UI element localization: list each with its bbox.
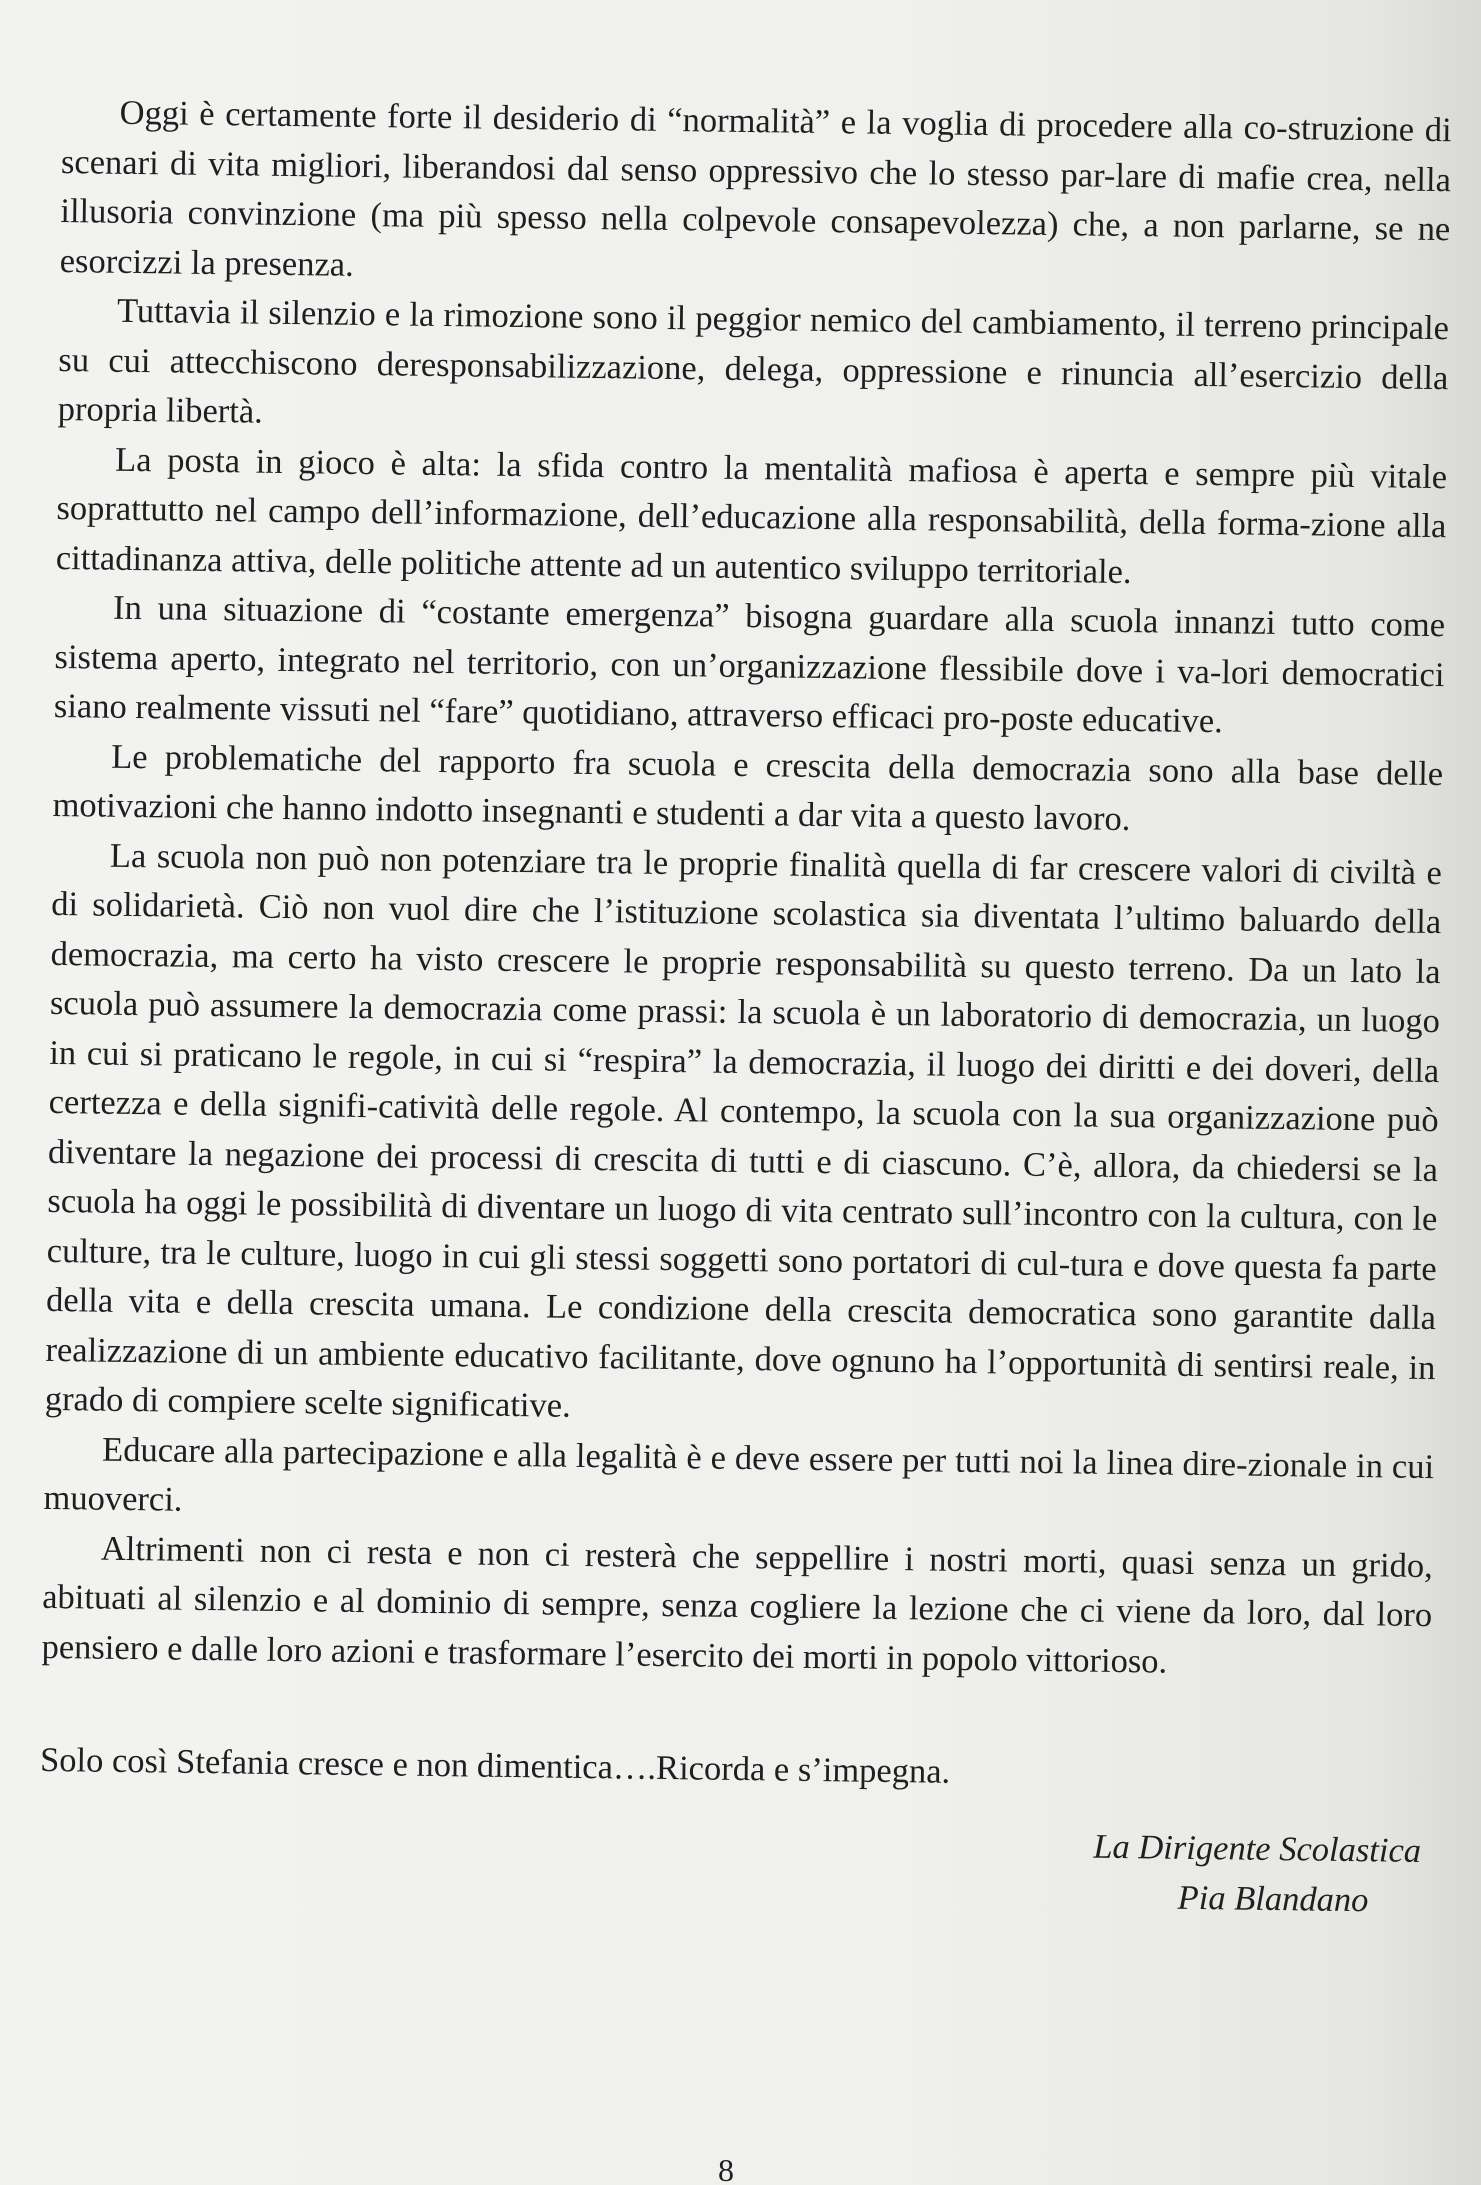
paragraph-8: Altrimenti non ci resta e non ci resterà che seppellire i nostri morti, quasi senza un grido, abituati al silenzio e al dominio di sempre, senza cogliere la lezione che ci viene da loro, dal loro pensiero e dalle loro azioni e trasformare l’esercito dei morti in popolo vittorioso. [41, 1529, 1434, 1681]
closing-line: Solo così Stefania cresce e non dimentica….Ricorda e s’impegna. [39, 1740, 951, 1791]
paragraph-5: Le problematiche del rapporto fra scuola e crescita della democrazia sono alla base delle motivazioni che hanno indotto insegnanti e studenti a dar vita a questo lavoro. [52, 737, 1444, 839]
signature-name: Pia Blandano [1177, 1878, 1369, 1919]
signature-block [38, 1807, 1429, 1925]
paragraph-1: Oggi è certamente forte il desiderio di “normalità” e la voglia di procedere alla co-struzione di scenari di vita migliori, liberandosi dal senso oppressivo che lo stesso par-lare di mafie crea, nella illusoria convinzione (ma più spesso nella colpevole consapevolezza) che, a non parlarne, se ne esorcizzi la presenza. [59, 93, 1452, 284]
paragraph-6: La scuola non può non potenziare tra le proprie finalità quella di far crescere valori di civiltà e di solidarietà. Ciò non vuol dire che l’istituzione scolastica sia diventata l’ultimo baluardo della democrazia, ma certo ha visto crescere le proprie responsabilità su questo terreno. Da un lato la scuola può assumere la democrazia come prassi: la scuola è un laboratorio di democrazia, un luogo in cui si praticano le regole, in cui si “respira” la democrazia, il luogo dei diritti e dei doveri, della certezza e della signifi-catività delle regole. Al contempo, la scuola con la sua organizzazione può diventare la negazione dei processi di crescita di tutti e di ciascuno. C’è, allora, da chiedersi se la scuola ha oggi le possibilità di diventare un luogo di vita centrato sull’incontro con la cultura, con le culture, tra le culture, luogo in cui gli stessi soggetti sono portatori di cul-tura e dove questa fa parte della vita e della crescita umana. Le condizione della crescita democratica sono garantite dalla realizzazione di un ambiente educativo facilitante, dove ognuno ha l’opportunità di sentirsi reale, in grado di compiere scelte significative. [44, 836, 1443, 1425]
signature-title: La Dirigente Scolastica [1093, 1827, 1422, 1870]
paragraph-7: Educare alla partecipazione e alla legalità è e deve essere per tutti noi la linea dire-zionale in cui muoverci. [43, 1430, 1435, 1519]
paragraph-3: La posta in gioco è alta: la sfida contro la mentalità mafiosa è aperta e sempre più vitale soprattutto nel campo dell’informazione, dell’educazione alla responsabilità, della forma-zione alla cittadinanza attiva, delle politiche attente ad un autentico sviluppo territoriale. [55, 440, 1448, 591]
paragraph-4: In una situazione di “costante emergenza” bisogna guardare alla scuola innanzi tutto come sistema aperto, integrato nel territorio, con un’organizzazione flessibile dove i va-lori democratici siano realmente vissuti nel “fare” quotidiano, attraverso efficaci pro-poste educative. [53, 588, 1446, 741]
page-body [38, 88, 1452, 1926]
page-number: 8 [718, 2152, 734, 2185]
paragraph-2: Tuttavia il silenzio e la rimozione sono il peggior nemico del cambiamento, il terreno principale su cui attecchiscono deresponsabilizzazione, delega, oppressione e rinuncia all’esercizio della propria libertà. [57, 291, 1450, 431]
